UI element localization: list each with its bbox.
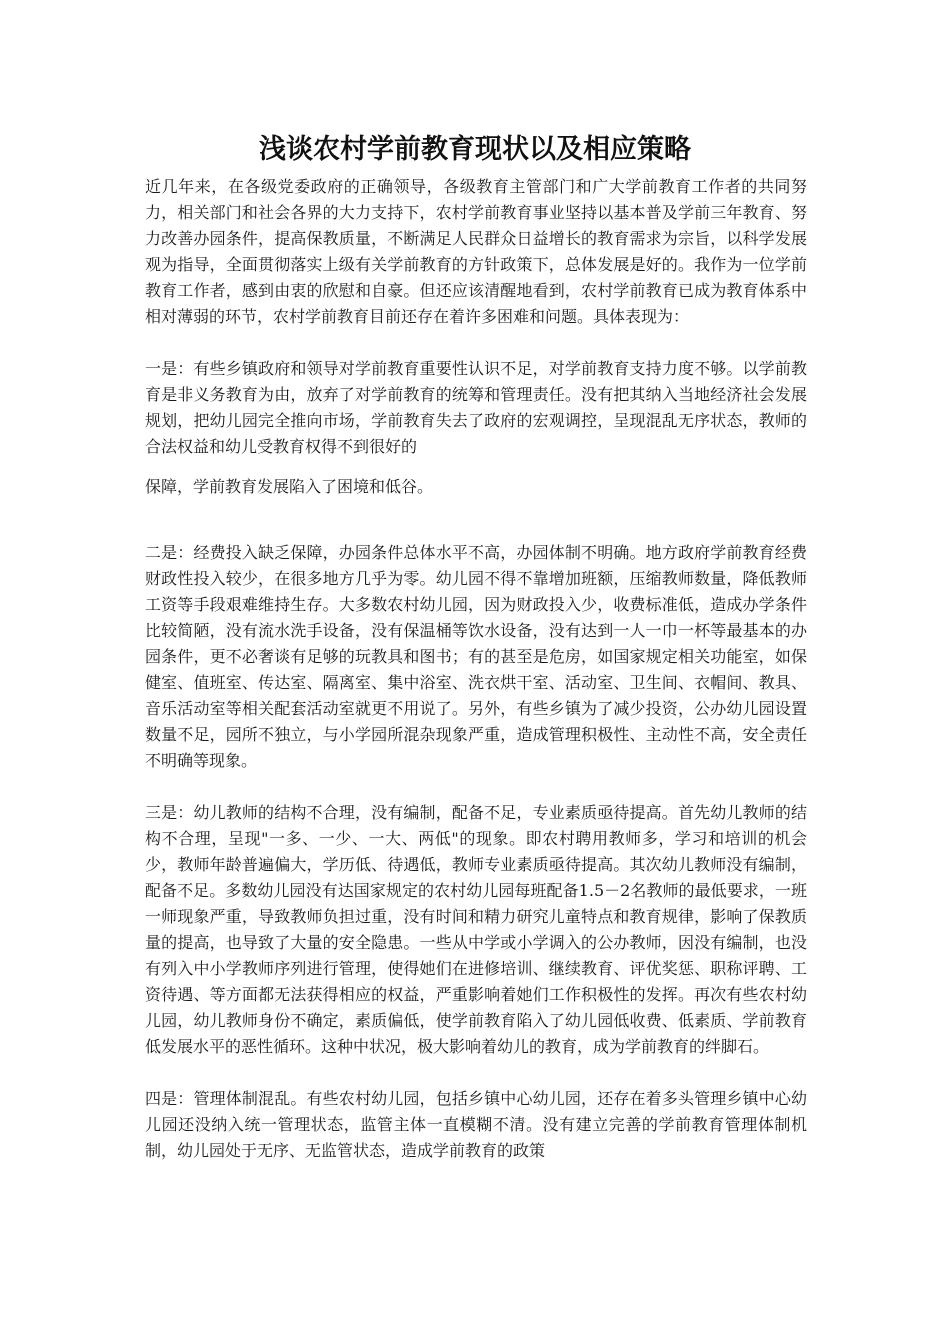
paragraph-point-one-text: 一是：有些乡镇政府和领导对学前教育重要性认识不足，对学前教育支持力度不够。以学前教育是非义务教育为由，放弃了对学前教育的统筹和管理责任。没有把其纳入当地经济社会发展规划，把幼儿园完全推向市场，学前教育失去了政府的宏观调控，呈现混乱无序状态，教师的合法权益和幼儿受教育权得不到很好的 (145, 359, 807, 456)
document-title: 浅谈农村学前教育现状以及相应策略 (259, 134, 691, 165)
paragraph-point-one (145, 356, 807, 500)
paragraph-intro: 近几年来，在各级党委政府的正确领导，各级教育主管部门和广大学前教育工作者的共同努力，相关部门和社会各界的大力支持下，农村学前教育事业坚持以基本普及学前三年教育、努力改善办园条件，提高保教质量，不断满足人民群众日益增长的教育需求为宗旨，以科学发展观为指导，全面贯彻落实上级有关学前教育的方针政策下，总体发展是好的。我作为一位学前教育工作者，感到由衷的欣慰和自豪。但还应该清醒地看到，农村学前教育已成为教育体系中相对薄弱的环节，农村学前教育目前还存在着许多困难和问题。具体表现为： (145, 177, 807, 326)
paragraph-point-two: 二是：经费投入缺乏保障，办园条件总体水平不高，办园体制不明确。地方政府学前教育经费财政性投入较少，在很多地方几乎为零。幼儿园不得不靠增加班额，压缩教师数量，降低教师工资等手段艰难维持生存。大多数农村幼儿园，因为财政投入少，收费标准低，造成办学条件比较简陋，没有流水洗手设备，没有保温桶等饮水设备，没有达到一人一巾一杯等最基本的办园条件，更不必奢谈有足够的玩教具和图书；有的甚至是危房，如国家规定相关功能室，如保健室、值班室、传达室、隔离室、集中浴室、洗衣烘干室、活动室、卫生间、衣帽间、教具、音乐活动室等相关配套活动室就更不用说了。另外，有些乡镇为了减少投资，公办幼儿园设置数量不足，园所不独立，与小学园所混杂现象严重，造成管理积极性、主动性不高，安全责任不明确等现象。 (145, 543, 807, 770)
paragraph-point-three: 三是：幼儿教师的结构不合理，没有编制，配备不足，专业素质亟待提高。首先幼儿教师的结构不合理，呈现"一多、一少、一大、两低"的现象。即农村聘用教师多，学习和培训的机会少，教师年龄普遍偏大，学历低、待遇低，教师专业素质亟待提高。其次幼儿教师没有编制，配备不足。多数幼儿园没有达国家规定的农村幼儿园每班配备1.5－2名教师的最低要求，一班一师现象严重，导致教师负担过重，没有时间和精力研究儿童特点和教育规律，影响了保教质量的提高，也导致了大量的安全隐患。一些从中学或小学调入的公办教师，因没有编制，也没有列入中小学教师序列进行管理，使得她们在进修培训、继续教育、评优奖惩、职称评聘、工资待遇、等方面都无法获得相应的权益，严重影响着她们工作积极性的发挥。再次有些农村幼儿园，幼儿教师身份不确定，素质偏低，使学前教育陷入了幼儿园低收费、低素质、学前教育低发展水平的恶性循环。这种中状况，极大影响着幼儿的教育，成为学前教育的绊脚石。 (145, 803, 807, 1056)
document-body (145, 174, 807, 1164)
paragraph-point-one-continuation: 保障，学前教育发展陷入了困境和低谷。 (145, 477, 434, 496)
paragraph-point-four: 四是：管理体制混乱。有些农村幼儿园，包括乡镇中心幼儿园，还存在着多头管理乡镇中心幼儿园还没纳入统一管理状态，监管主体一直模糊不清。没有建立完善的学前教育管理体制机制，幼儿园处于无序、无监管状态，造成学前教育的政策 (145, 1089, 807, 1160)
